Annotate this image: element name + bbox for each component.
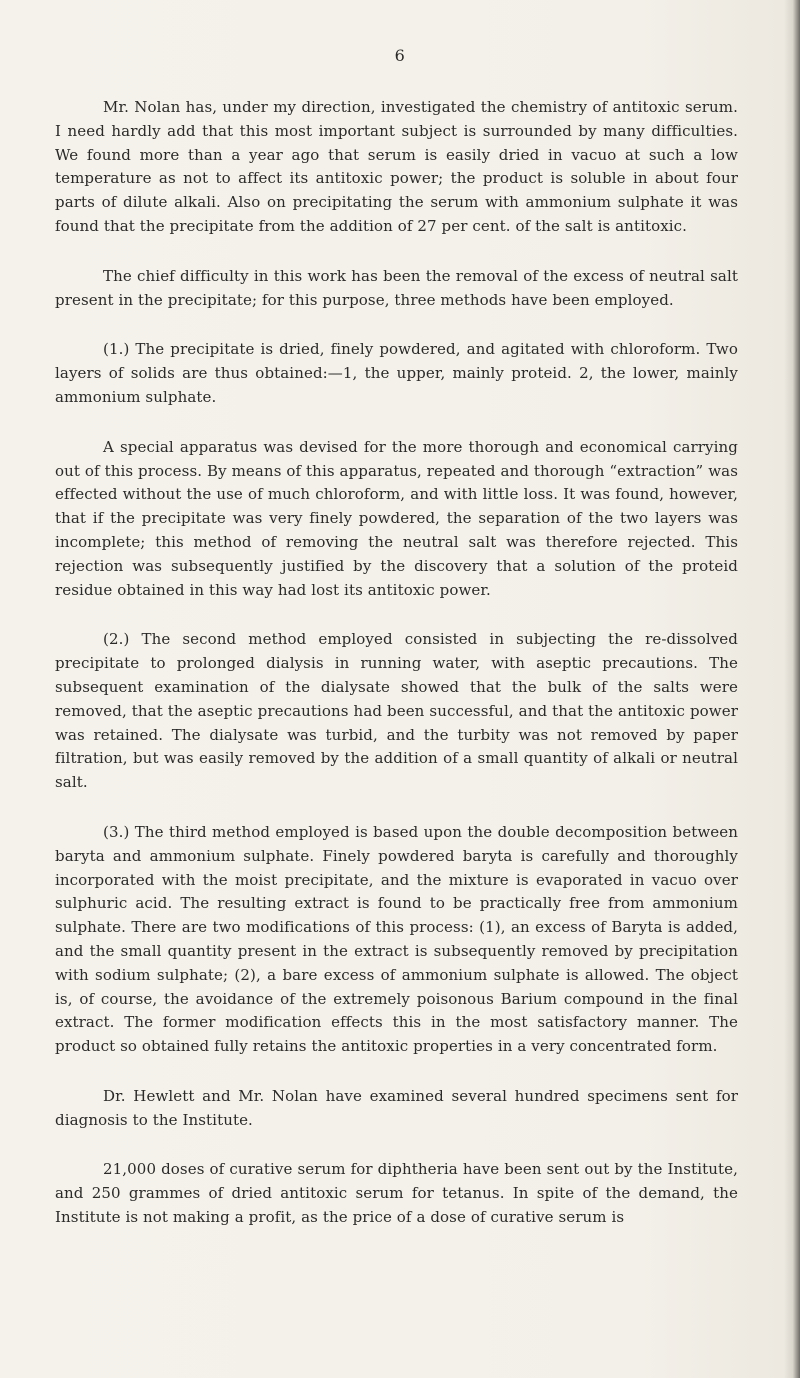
paragraph-chief-difficulty: The chief difficulty in this work has been the removal of the excess of neutral salt present in the precipitate; for this purpose, three methods have been employed. [55, 266, 738, 309]
body-text [55, 96, 738, 1256]
page-edge-shadow [784, 0, 800, 1378]
paragraph-method-2: (2.) The second method employed consisted in subjecting the re-dissolved precipitate to prolonged dialysis in running water, with aseptic precautions. The subsequent examination of the dialysate showed that the bulk of the salts were removed, that the aseptic precautions had been successful, and that the antitoxic power was retained. The dialysate was turbid, and the turbity was not removed by paper filtration, but was easily removed by the addition of a small quantity of alkali or neutral salt. [55, 630, 738, 792]
paragraph-diagnosis: Dr. Hewlett and Mr. Nolan have examined several hundred specimens sent for diagnosis to the Institute. [55, 1086, 738, 1129]
paragraph-method-3: (3.) The third method employed is based upon the double decomposition between baryta and ammonium sulphate. Finely powdered baryta is carefully and thoroughly incorporated with the moist precipitate, and the mixture is evaporated in vacuo over sulphuric acid. The resulting extract is found to be practically free from ammonium sulphate. There are two modifications of this process: (1), an excess of Baryta is added, and the small quantity present in the extract is subsequently removed by precipitation with sodium sulphate; (2), a bare excess of ammonium sulphate is allowed. The object is, of course, the avoidance of the extremely poisonous Barium compound in the final extract. The former modification effects this in the most satisfactory manner. The product so obtained fully retains the antitoxic properties in a very concentrated form. [55, 822, 738, 1056]
paragraph-method-1: (1.) The precipitate is dried, finely powdered, and agitated with chloroform. Two layers of solids are thus obtained:—1, the upper, mainly proteid. 2, the lower, mainly ammonium sulphate. [55, 340, 738, 406]
paragraph-doses: 21,000 doses of curative serum for diphtheria have been sent out by the Institute, and 250 grammes of dried antitoxic serum for tetanus. In spite of the demand, the Institute is not making a profit, as the price of a dose of curative serum is [55, 1160, 738, 1227]
paragraph-apparatus: A special apparatus was devised for the more thorough and economical carrying out of this process. By means of this apparatus, repeated and thorough “extraction” was effected without the use of much chloroform, and with little loss. It was found, however, that if the precipitate was very finely powdered, the separation of the two layers was incomplete; this method of removing the neutral salt was therefore rejected. This rejection was subsequently justified by the discovery that a solution of the proteid residue obtained in this way had lost its antitoxic power. [55, 437, 738, 599]
page-number: 6 [394, 46, 406, 65]
paragraph-intro: Mr. Nolan has, under my direction, investigated the chemistry of antitoxic serum. I need hardly add that this most important subject is surrounded by many difficulties. We found more than a year ago that serum is easily dried in vacuo at such a low temperature as not to affect its antitoxic power; the product is soluble in about four parts of dilute alkali. Also on precipitating the serum with ammonium sulphate it was found that the precipitate from the addition of 27 per cent. of the salt is antitoxic. [55, 98, 738, 235]
